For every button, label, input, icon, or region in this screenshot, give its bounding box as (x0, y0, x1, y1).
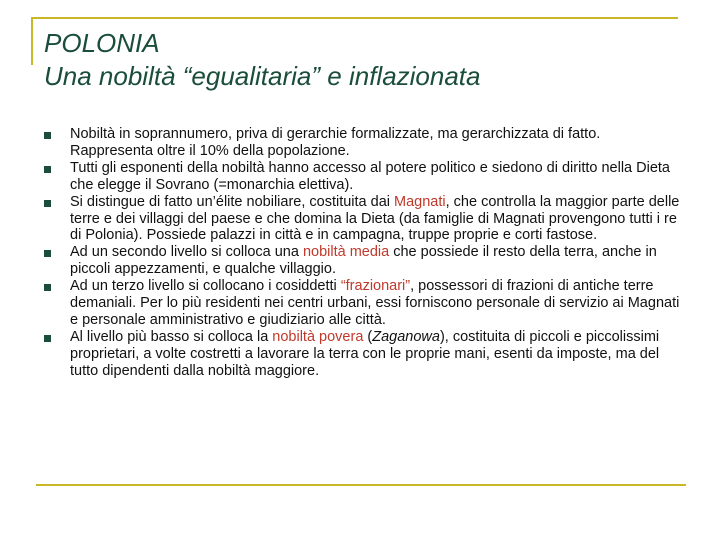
bullet-text-before: Al livello più basso si colloca la (70, 328, 273, 345)
bullet-item-1 (44, 126, 680, 160)
square-bullet-icon (44, 200, 51, 207)
bullet-text-before: Ad un terzo livello si collocano i cosiddetti (70, 278, 341, 295)
left-accent-line (31, 17, 33, 65)
top-accent-line (31, 17, 678, 19)
bullet-text-after: , che controlla la maggior parte delle terre e dei villaggi del paese e che domina la Dieta (da famiglie di Magnati provengono tutti i re di Polonia). Possiede palazzi in città e in campagna, truppe proprie e corti fastose. (70, 193, 680, 244)
bullet-list (44, 126, 680, 380)
bullet-text-middle: ( (363, 328, 373, 345)
bullet-text-before: Si distingue di fatto un’élite nobiliare, costituita dai (70, 193, 395, 210)
bullet-text: Nobiltà in soprannumero, priva di gerarchie formalizzate, ma gerarchizzata di fatto. Rappresenta oltre il 10% della popolazione. (70, 126, 601, 159)
bullet-text: Tutti gli esponenti della nobiltà hanno accesso al potere politico e siedono di diritto nella Dieta che elegge il Sovrano (=monarchia elettiva). (70, 159, 670, 193)
bullet-item-3 (44, 194, 680, 245)
square-bullet-icon (44, 250, 51, 257)
bullet-item-4 (44, 244, 680, 278)
square-bullet-icon (44, 132, 51, 139)
slide-title (44, 27, 684, 93)
italic-zaganowa: Zaganowa (372, 328, 440, 345)
bullet-text-before: Ad un secondo livello si colloca una (70, 244, 303, 261)
title-line-2: Una nobiltà “egualitaria” e inflazionata (44, 61, 481, 91)
highlight-magnati: Magnati (394, 193, 446, 210)
bullet-text-after: , possessori di frazioni di antiche terre demaniali. Per lo più residenti nei centri urbani, essi forniscono personale di servizio ai Magnati e personale amministrativo e giudiziario alle città. (70, 278, 680, 328)
bullet-item-6 (44, 329, 680, 380)
highlight-nobilta-povera: nobiltà povera (272, 328, 364, 345)
square-bullet-icon (44, 284, 51, 291)
bullet-item-2 (44, 160, 680, 194)
square-bullet-icon (44, 335, 51, 342)
highlight-frazionari: “frazionari” (340, 278, 411, 295)
bullet-text-after: che possiede il resto della terra, anche in piccoli appezzamenti, e qualche villaggio. (70, 244, 657, 278)
bullet-item-5 (44, 278, 680, 329)
bottom-accent-line (36, 484, 686, 486)
square-bullet-icon (44, 166, 51, 173)
title-line-1: POLONIA (44, 28, 160, 58)
bullet-text-after: ), costituita di piccoli e piccolissimi proprietari, a volte costretti a lavorare la terra con le proprie mani, esenti da imposte, ma del tutto dipendenti dalla nobiltà maggiore. (70, 328, 660, 379)
highlight-nobilta-media: nobiltà media (302, 244, 390, 261)
